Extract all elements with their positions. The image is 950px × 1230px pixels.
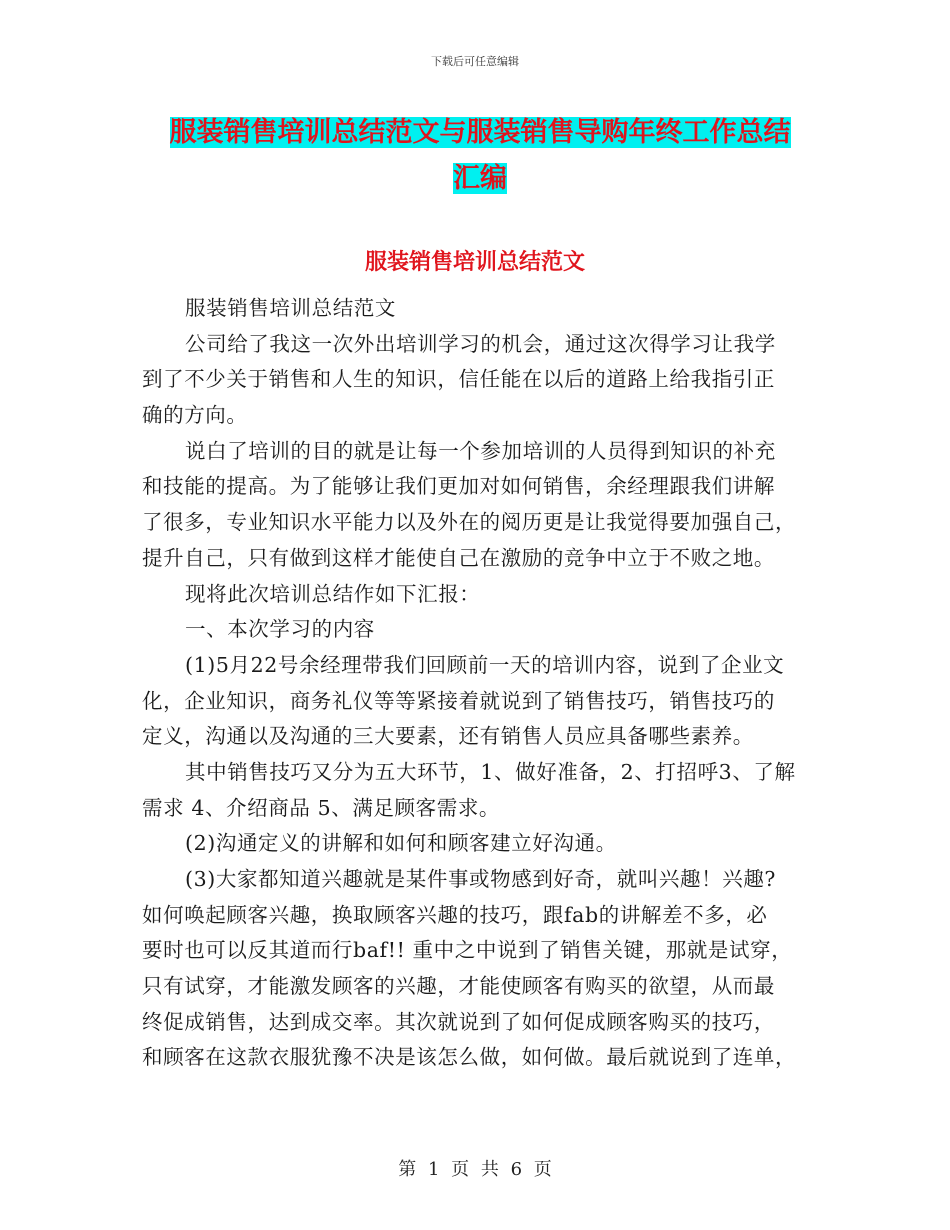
paragraph-line: 说白了培训的目的就是让每一个参加培训的人员得到知识的补充 — [185, 438, 776, 463]
paragraph-line: 一、本次学习的内容 — [185, 617, 375, 642]
paragraph-line: 只有试穿，才能激发顾客的兴趣，才能使顾客有购买的欲望，从而最 — [142, 974, 775, 999]
paragraph-line: 和技能的提高。为了能够让我们更加对如何销售，余经理跟我们讲解 — [142, 474, 775, 499]
paragraph-line: 终促成销售，达到成交率。其次就说到了如何促成顾客购买的技巧， — [142, 1009, 775, 1034]
section-title: 服装销售培训总结范文 — [364, 250, 585, 275]
header-note: 下载后可任意编辑 — [431, 55, 519, 68]
paragraph-line: 要时也可以反其道而行baf!! 重中之中说到了销售关键，那就是试穿， — [142, 938, 793, 963]
paragraph-line: (2)沟通定义的讲解和如何和顾客建立好沟通。 — [185, 831, 617, 856]
document-title-line2: 汇编 — [453, 163, 507, 194]
paragraph-line: 需求 4、介绍商品 5、满足顾客需求。 — [142, 795, 501, 820]
document-title-line1: 服装销售培训总结范文与服装销售导购年终工作总结 — [169, 117, 791, 148]
paragraph-line: (3)大家都知道兴趣就是某件事或物感到好奇，就叫兴趣！兴趣? — [185, 867, 777, 891]
paragraph-line: 服装销售培训总结范文 — [185, 296, 396, 320]
document-title — [140, 110, 820, 202]
paragraph-line: 化，企业知识，商务礼仪等等紧接着就说到了销售技巧，销售技巧的 — [142, 688, 775, 713]
body-text — [142, 291, 810, 1076]
paragraph-line: 公司给了我这一次外出培训学习的机会，通过这次得学习让我学 — [185, 331, 776, 356]
paragraph-line: 到了不少关于销售和人生的知识，信任能在以后的道路上给我指引正 — [142, 367, 775, 392]
paragraph-line: 和顾客在这款衣服犹豫不决是该怎么做，如何做。最后就说到了连单， — [142, 1045, 797, 1070]
paragraph-line: 提升自己，只有做到这样才能使自己在激励的竞争中立于不败之地。 — [142, 545, 775, 570]
paragraph-line: 确的方向。 — [142, 403, 248, 428]
page-footer: 第 1 页 共 6 页 — [398, 1159, 552, 1180]
paragraph-line: 现将此次培训总结作如下汇报： — [185, 581, 481, 606]
paragraph-line: 了很多，专业知识水平能力以及外在的阅历更是让我觉得要加强自己， — [142, 510, 797, 535]
paragraph-line: 定义，沟通以及沟通的三大要素，还有销售人员应具备哪些素养。 — [142, 724, 754, 749]
paragraph-line: 如何唤起顾客兴趣，换取顾客兴趣的技巧，跟fab的讲解差不多，必 — [142, 902, 768, 927]
paragraph-line: (1)5月22号余经理带我们回顾前一天的培训内容，说到了企业文 — [185, 652, 785, 677]
paragraph-line: 其中销售技巧又分为五大环节，1、做好准备，2、打招呼3、了解 — [185, 759, 796, 784]
